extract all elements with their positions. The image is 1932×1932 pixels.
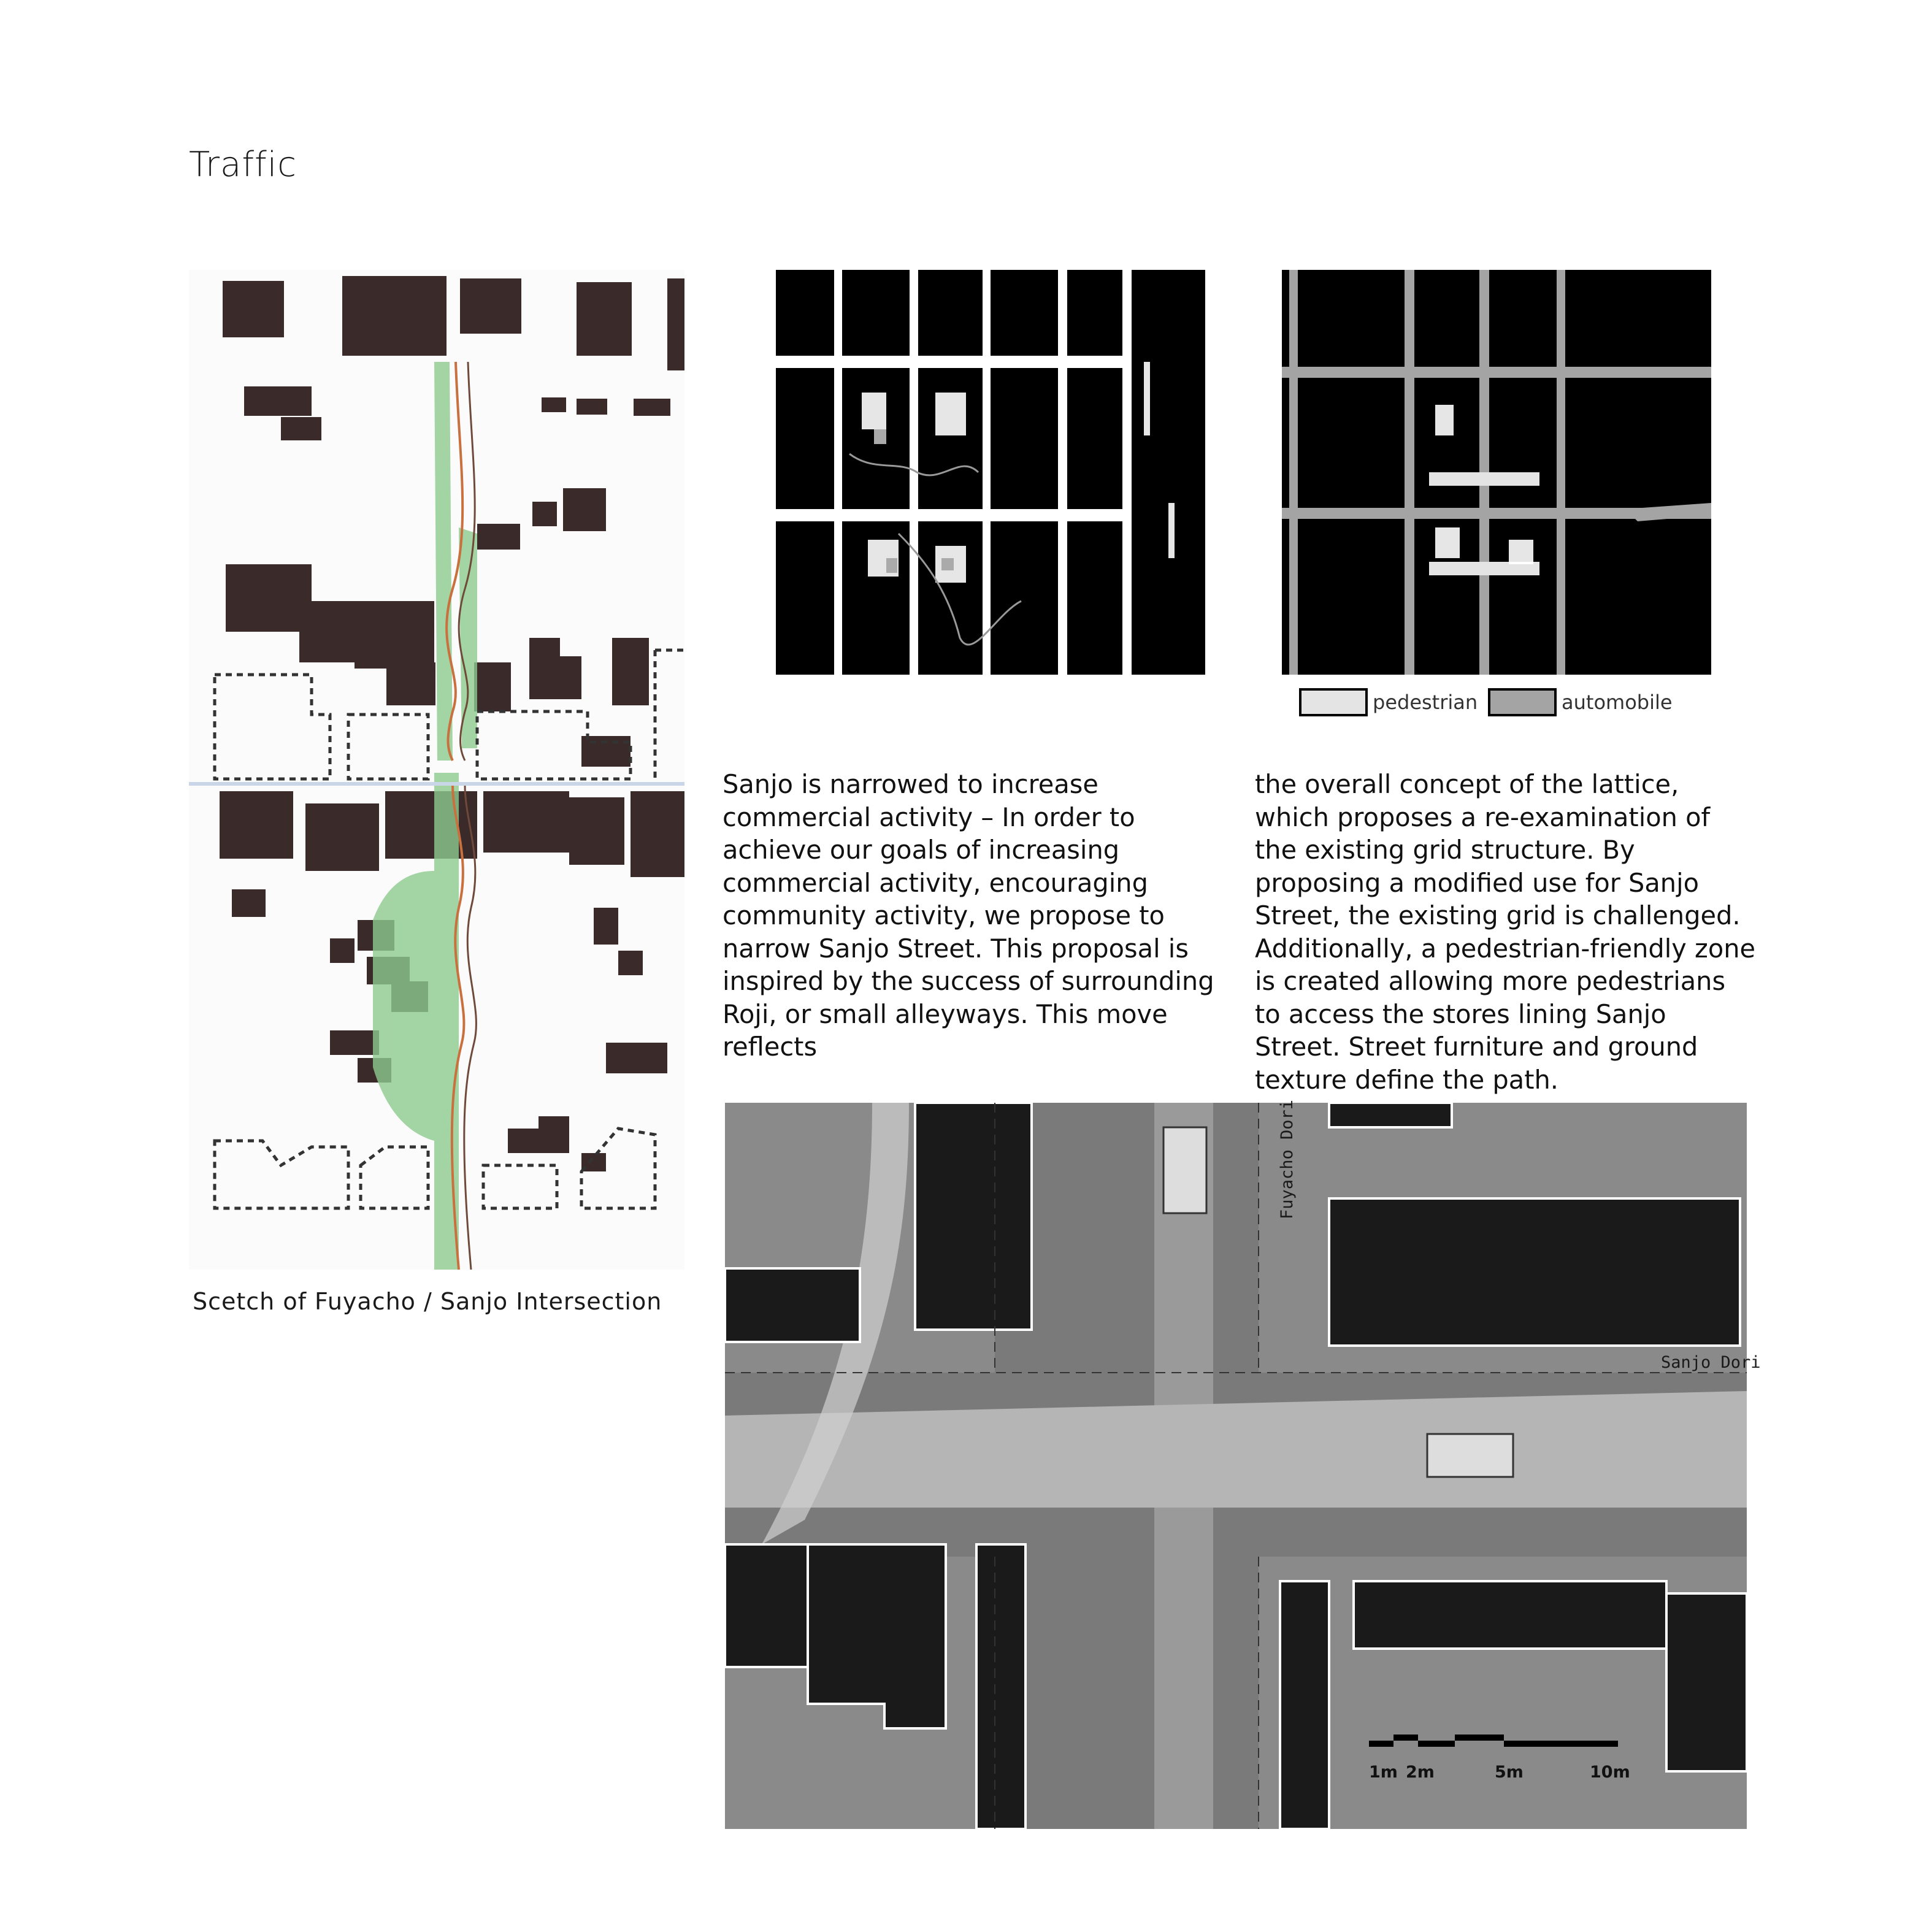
legend-pedestrian-label: pedestrian (1373, 691, 1478, 714)
paragraph-right: the overall concept of the lattice, which proposes a re-examination of the existing grid structure. By proposing a modified use for Sanjo Street, the existing grid is challenged. Additionally, a pedestrian-friendly zone is created allowing more pedestrians to access the stores lining Sanjo Street. Street furniture and ground texture define the path. (1255, 769, 1756, 1095)
page-title: Traffic (189, 145, 297, 185)
intersection-plan (725, 1099, 1761, 1829)
legend-automobile (1488, 687, 1673, 718)
figure-ground-current-map (776, 270, 1205, 675)
sketch-caption: Scetch of Fuyacho / Sanjo Intersection (193, 1288, 662, 1315)
fuyacho-dori-label: Fuyacho Dori (1278, 1099, 1297, 1219)
figure-ground-proposed-map (1282, 270, 1711, 675)
pedestrian-swatch (1299, 688, 1368, 716)
scale-label-2m: 2m (1406, 1763, 1435, 1782)
scale-label-10m: 10m (1590, 1763, 1630, 1782)
current-blocks (776, 270, 1205, 675)
automobile-swatch (1488, 688, 1557, 716)
legend-automobile-label: automobile (1562, 691, 1673, 714)
sketch-drawing (189, 270, 684, 1270)
scale-label-5m: 5m (1495, 1763, 1524, 1782)
scale-label-1m: 1m (1369, 1763, 1398, 1782)
sanjo-dori-label: Sanjo Dori (1661, 1353, 1761, 1372)
legend-pedestrian (1299, 687, 1478, 718)
paragraph-left: Sanjo is narrowed to increase commercial activity – In order to achieve our goals of increasing commercial activity, encouraging community activity, we propose to narrow Sanjo Street. This proposal is inspired by the success of surrounding Roji, or small alleyways. This move reflects (723, 769, 1214, 1062)
